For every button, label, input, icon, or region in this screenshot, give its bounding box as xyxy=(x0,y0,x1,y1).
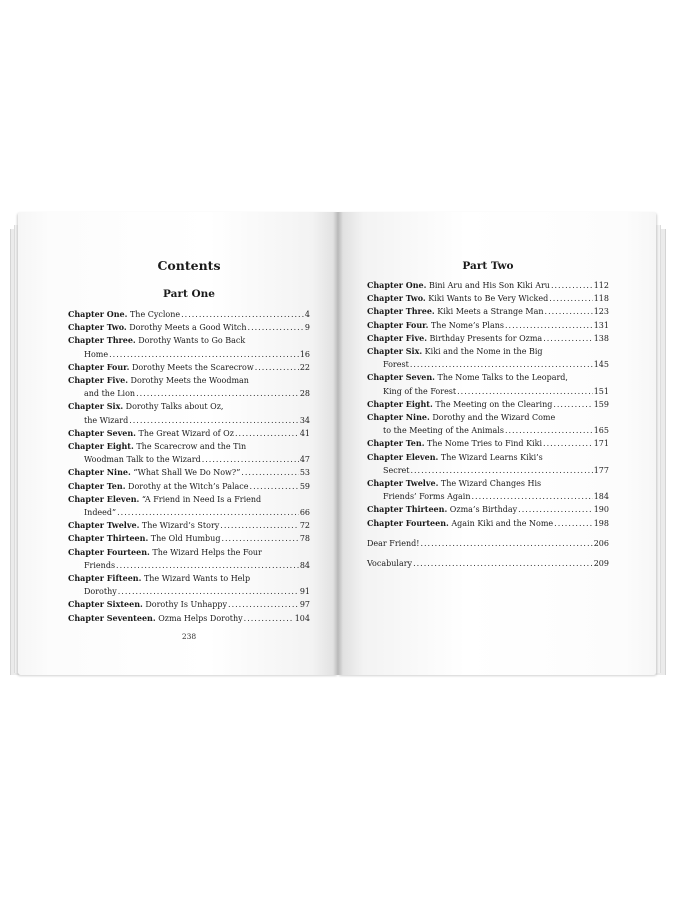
toc-text xyxy=(84,506,116,519)
dot-leader xyxy=(413,557,593,570)
page-ref: 9 xyxy=(304,323,310,333)
toc-part-two xyxy=(367,279,609,570)
toc-line xyxy=(68,427,310,440)
dot-leader xyxy=(553,398,592,411)
toc-line xyxy=(367,292,609,305)
toc-line xyxy=(68,572,310,585)
toc-text xyxy=(84,559,115,572)
page-ref: 72 xyxy=(299,521,310,531)
toc-text xyxy=(367,345,543,358)
toc-line xyxy=(68,519,310,532)
chapter-label: Chapter Two. xyxy=(367,293,426,304)
toc-entry xyxy=(68,466,310,479)
toc-entry xyxy=(367,371,609,397)
toc-line xyxy=(68,532,310,545)
toc-text xyxy=(68,334,245,347)
chapter-title: The Wizard Helps the Four xyxy=(152,547,262,557)
toc-entry xyxy=(367,332,609,345)
toc-entry xyxy=(367,451,609,477)
toc-entry xyxy=(367,477,609,503)
page-ref: 198 xyxy=(593,518,609,528)
chapter-label: Chapter Fourteen. xyxy=(68,546,150,557)
dot-leader xyxy=(250,480,299,493)
chapter-title: Dorothy and the Wizard Come xyxy=(432,413,556,423)
chapter-label: Chapter One. xyxy=(68,309,128,319)
chapter-label: Chapter Twelve. xyxy=(367,478,439,489)
toc-line xyxy=(367,358,609,371)
dot-leader xyxy=(457,385,593,398)
toc-line xyxy=(367,424,609,437)
toc-entry xyxy=(68,612,310,625)
toc-line xyxy=(68,374,310,387)
chapter-title: The Nome’s Plans xyxy=(430,320,505,330)
toc-line xyxy=(68,546,310,559)
dot-leader xyxy=(202,453,299,466)
chapter-title: Secret xyxy=(383,465,410,475)
toc-text xyxy=(68,440,246,453)
toc-entry xyxy=(68,374,310,400)
toc-entry xyxy=(68,546,310,572)
spacer xyxy=(367,550,609,557)
toc-entry xyxy=(367,517,609,530)
extra-title: Vocabulary xyxy=(367,559,413,569)
dot-leader xyxy=(472,490,593,503)
chapter-title: Again Kiki and the Nome xyxy=(451,518,554,528)
chapter-label: Chapter Fifteen. xyxy=(68,573,142,584)
toc-line xyxy=(367,345,609,358)
dot-leader xyxy=(109,348,299,361)
chapter-title: Birthday Presents for Ozma xyxy=(429,333,543,343)
chapter-label: Chapter Eleven. xyxy=(68,493,140,504)
toc-line xyxy=(367,477,609,490)
chapter-title: The Meeting on the Clearing xyxy=(435,399,553,409)
chapter-title: “A Friend in Need Is a Friend xyxy=(141,494,262,504)
page-ref: 118 xyxy=(593,294,609,304)
toc-line xyxy=(68,334,310,347)
toc-entry xyxy=(367,437,609,450)
chapter-label: Chapter Seven. xyxy=(367,372,435,383)
chapter-title: Forest xyxy=(383,360,409,370)
chapter-title: Dorothy Meets the Scarecrow xyxy=(131,362,254,372)
dot-leader xyxy=(420,537,592,550)
chapter-title: Dorothy Wants to Go Back xyxy=(138,336,246,346)
toc-line xyxy=(68,414,310,427)
toc-text xyxy=(68,612,243,625)
toc-text xyxy=(68,480,249,493)
chapter-label: Chapter Four. xyxy=(68,361,130,372)
dot-leader xyxy=(116,559,299,572)
dot-leader xyxy=(543,437,593,450)
toc-line xyxy=(68,321,310,334)
page-ref: 138 xyxy=(593,333,609,343)
page-ref: 66 xyxy=(299,508,310,518)
toc-line xyxy=(68,480,310,493)
toc-text xyxy=(68,466,240,479)
toc-line xyxy=(367,385,609,398)
toc-line xyxy=(68,559,310,572)
toc-line xyxy=(68,453,310,466)
toc-line xyxy=(68,361,310,374)
chapter-label: Chapter Nine. xyxy=(68,467,131,478)
toc-entry xyxy=(367,345,609,371)
chapter-label: Chapter Six. xyxy=(68,401,124,412)
chapter-title: The Scarecrow and the Tin xyxy=(136,442,247,452)
toc-entry xyxy=(68,532,310,545)
toc-entry xyxy=(68,321,310,334)
chapter-label: Chapter Four. xyxy=(367,319,429,330)
dot-leader xyxy=(554,517,593,530)
toc-text xyxy=(383,464,409,477)
page-ref: 190 xyxy=(593,505,609,515)
toc-entry xyxy=(68,493,310,519)
dot-leader xyxy=(551,279,593,292)
page-ref: 159 xyxy=(593,399,609,409)
chapter-label: Chapter One. xyxy=(367,280,427,290)
toc-entry xyxy=(68,427,310,440)
toc-line xyxy=(367,517,609,530)
chapter-label: Chapter Ten. xyxy=(68,480,126,491)
page-ref: 91 xyxy=(299,587,310,597)
dot-leader xyxy=(129,414,299,427)
toc-text xyxy=(367,477,541,490)
toc-line xyxy=(367,319,609,332)
toc-line xyxy=(367,398,609,411)
page-ref: 177 xyxy=(593,465,609,475)
chapter-label: Chapter Thirteen. xyxy=(367,504,448,515)
toc-line xyxy=(367,490,609,503)
chapter-title: Woodman Talk to the Wizard xyxy=(84,455,201,465)
page-ref: 28 xyxy=(299,389,310,399)
toc-line xyxy=(367,305,609,318)
chapter-label: Chapter Eight. xyxy=(68,441,134,452)
toc-text xyxy=(68,598,227,611)
toc-line xyxy=(367,371,609,384)
toc-text xyxy=(367,517,553,530)
page-ref: 112 xyxy=(593,281,609,290)
toc-entry xyxy=(367,398,609,411)
page-ref: 206 xyxy=(593,538,609,548)
toc-line xyxy=(367,464,609,477)
page-ref: 123 xyxy=(593,307,609,317)
chapter-label: Chapter Ten. xyxy=(367,438,425,449)
chapter-label: Chapter Seventeen. xyxy=(68,612,156,623)
page-ref: 131 xyxy=(593,320,609,330)
chapter-title: The Old Humbug xyxy=(150,534,221,544)
toc-text xyxy=(68,493,261,506)
toc-entry xyxy=(68,598,310,611)
toc-line xyxy=(68,308,310,321)
page-ref: 184 xyxy=(593,492,609,502)
chapter-title: The Wizard Wants to Help xyxy=(143,574,251,584)
page-ref: 53 xyxy=(299,468,310,478)
chapter-label: Chapter Twelve. xyxy=(68,520,140,531)
toc-entry xyxy=(68,361,310,374)
chapter-title: Dorothy xyxy=(84,587,117,597)
page-ref: 145 xyxy=(593,360,609,370)
toc-text xyxy=(383,385,456,398)
toc-line xyxy=(68,585,310,598)
chapter-title: The Nome Talks to the Leopard, xyxy=(437,373,568,383)
chapter-title: Indeed” xyxy=(84,508,117,518)
toc-entry xyxy=(68,480,310,493)
chapter-title: Dorothy Is Unhappy xyxy=(145,600,228,610)
toc-text xyxy=(383,490,471,503)
toc-entry xyxy=(367,319,609,332)
chapter-label: Chapter Three. xyxy=(367,306,435,317)
toc-line xyxy=(68,440,310,453)
dot-leader xyxy=(220,519,299,532)
dot-leader xyxy=(549,292,592,305)
toc-extra-line xyxy=(367,537,609,550)
dot-leader xyxy=(235,427,299,440)
chapter-label: Chapter Five. xyxy=(68,375,128,386)
page-ref: 97 xyxy=(299,600,310,610)
chapter-title: The Wizard’s Story xyxy=(141,521,220,531)
page-ref: 47 xyxy=(299,455,310,465)
toc-text xyxy=(84,387,135,400)
chapter-title: The Cyclone xyxy=(129,310,181,319)
toc-entry xyxy=(367,503,609,516)
page-ref: 16 xyxy=(299,349,310,359)
dot-leader xyxy=(228,598,299,611)
toc-text xyxy=(367,437,542,450)
chapter-title: Bini Aru and His Son Kiki Aru xyxy=(428,281,550,290)
toc-text xyxy=(367,411,555,424)
toc-text xyxy=(367,279,550,292)
chapter-title: The Wizard Changes His xyxy=(440,479,542,489)
page-ref: 209 xyxy=(593,559,609,569)
chapter-title: The Great Wizard of Oz xyxy=(138,428,234,438)
toc-text xyxy=(84,348,108,361)
page-ref: 171 xyxy=(593,439,609,449)
toc-line xyxy=(367,332,609,345)
spacer xyxy=(367,530,609,537)
dot-leader xyxy=(545,305,593,318)
toc-part-one xyxy=(68,308,310,625)
chapter-title: to the Meeting of the Animals xyxy=(383,426,504,436)
toc-entry xyxy=(68,400,310,426)
dot-leader xyxy=(181,308,304,321)
chapter-title: Dorothy at the Witch’s Palace xyxy=(128,481,249,491)
page-number: 238 xyxy=(181,632,197,641)
chapter-title: Dorothy Meets the Woodman xyxy=(130,376,249,386)
page-ref: 4 xyxy=(304,310,310,319)
chapter-label: Chapter Six. xyxy=(367,346,423,357)
toc-text xyxy=(367,398,552,411)
toc-line xyxy=(367,279,609,292)
chapter-title: and the Lion xyxy=(84,389,136,399)
toc-entry xyxy=(68,308,310,321)
page-ref: 151 xyxy=(593,386,609,396)
toc-line xyxy=(367,451,609,464)
toc-entry xyxy=(68,334,310,360)
toc-entry xyxy=(367,279,609,292)
toc-text xyxy=(68,532,220,545)
chapter-title: Dorothy Talks about Oz, xyxy=(125,402,224,412)
chapter-title: The Nome Tries to Find Kiki xyxy=(427,439,543,449)
page-ref: 78 xyxy=(299,534,310,544)
chapter-title: Friends xyxy=(84,560,116,570)
toc-text xyxy=(367,319,504,332)
toc-entry xyxy=(68,519,310,532)
part-two-heading: Part Two xyxy=(462,260,514,272)
toc-text xyxy=(84,585,117,598)
toc-line xyxy=(367,437,609,450)
toc-text xyxy=(367,503,517,516)
dot-leader xyxy=(221,532,298,545)
chapter-label: Chapter Three. xyxy=(68,335,136,346)
toc-line xyxy=(367,503,609,516)
chapter-title: the Wizard xyxy=(84,415,129,425)
chapter-title: Ozma Helps Dorothy xyxy=(158,613,243,623)
page-ref: 34 xyxy=(299,415,310,425)
chapter-label: Chapter Sixteen. xyxy=(68,599,143,610)
page-ref: 165 xyxy=(593,426,609,436)
toc-line xyxy=(68,400,310,413)
dot-leader xyxy=(241,466,299,479)
chapter-title: The Wizard Learns Kiki’s xyxy=(440,452,543,462)
dot-leader xyxy=(244,612,294,625)
dot-leader xyxy=(136,387,299,400)
toc-line xyxy=(68,493,310,506)
chapter-label: Chapter Seven. xyxy=(68,427,136,438)
chapter-title: Kiki and the Nome in the Big xyxy=(424,347,543,357)
book-spine xyxy=(333,212,343,675)
chapter-title: Dorothy Meets a Good Witch xyxy=(129,323,247,333)
chapter-title: “What Shall We Do Now?” xyxy=(133,468,241,478)
chapter-title: Kiki Meets a Strange Man xyxy=(437,307,544,317)
toc-text xyxy=(84,414,128,427)
toc-line xyxy=(68,348,310,361)
chapter-label: Chapter Eleven. xyxy=(367,451,439,462)
page-ref: 59 xyxy=(299,481,310,491)
toc-text xyxy=(68,308,180,321)
toc-text xyxy=(367,371,568,384)
toc-text xyxy=(367,305,544,318)
toc-text xyxy=(84,453,201,466)
chapter-label: Chapter Two. xyxy=(68,322,127,333)
chapter-title: Kiki Wants to Be Very Wicked xyxy=(428,294,549,304)
extra-title: Dear Friend! xyxy=(367,538,420,548)
toc-text xyxy=(367,451,543,464)
toc-line xyxy=(68,387,310,400)
toc-line xyxy=(68,598,310,611)
toc-text xyxy=(68,519,219,532)
chapter-title: Ozma’s Birthday xyxy=(449,505,518,515)
dot-leader xyxy=(117,506,299,519)
dot-leader xyxy=(255,361,299,374)
chapter-title: Home xyxy=(84,349,109,359)
page-ref: 104 xyxy=(294,613,310,623)
chapter-label: Chapter Five. xyxy=(367,332,427,343)
toc-extra-line xyxy=(367,557,609,570)
dot-leader xyxy=(505,319,593,332)
toc-text xyxy=(68,427,234,440)
toc-line xyxy=(68,506,310,519)
toc-text xyxy=(68,321,247,334)
dot-leader xyxy=(410,464,592,477)
dot-leader xyxy=(505,424,593,437)
page-ref: 41 xyxy=(299,428,310,438)
chapter-label: Chapter Fourteen. xyxy=(367,517,449,528)
toc-line xyxy=(68,466,310,479)
chapter-title: Friends’ Forms Again xyxy=(383,492,471,502)
dot-leader xyxy=(410,358,593,371)
toc-line xyxy=(68,612,310,625)
dot-leader xyxy=(518,503,593,516)
toc-entry xyxy=(367,292,609,305)
dot-leader xyxy=(118,585,299,598)
toc-text xyxy=(367,332,542,345)
chapter-label: Chapter Eight. xyxy=(367,398,433,409)
part-one-heading: Part One xyxy=(163,288,215,300)
dot-leader xyxy=(248,321,304,334)
dot-leader xyxy=(543,332,593,345)
toc-text xyxy=(383,424,504,437)
toc-entry xyxy=(367,305,609,318)
toc-text xyxy=(68,572,250,585)
contents-title: Contents xyxy=(157,258,221,273)
toc-text xyxy=(68,400,223,413)
toc-entry xyxy=(68,572,310,598)
chapter-label: Chapter Thirteen. xyxy=(68,533,149,544)
page-ref: 22 xyxy=(299,362,310,372)
toc-entry xyxy=(68,440,310,466)
toc-entry xyxy=(367,411,609,437)
toc-text xyxy=(383,358,409,371)
toc-text xyxy=(68,546,262,559)
toc-text xyxy=(68,361,254,374)
page-ref: 84 xyxy=(299,560,310,570)
toc-text xyxy=(68,374,249,387)
chapter-title: King of the Forest xyxy=(383,386,457,396)
toc-text xyxy=(367,292,548,305)
chapter-label: Chapter Nine. xyxy=(367,412,430,423)
toc-line xyxy=(367,411,609,424)
